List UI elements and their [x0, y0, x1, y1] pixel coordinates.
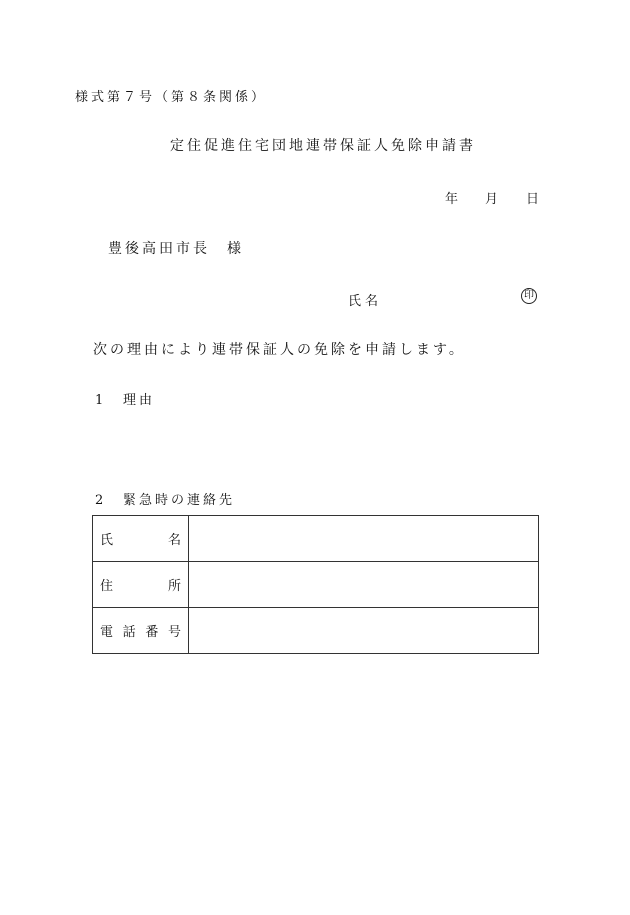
address-value-cell[interactable]	[189, 562, 539, 608]
phone-value-cell[interactable]	[189, 608, 539, 654]
seal-mark-icon: 印	[521, 288, 537, 304]
label-char: 名	[167, 533, 181, 548]
table-row	[93, 608, 539, 654]
label-char: 氏	[100, 533, 114, 548]
intro-text: 次の理由により連帯保証人の免除を申請します。	[93, 342, 466, 358]
label-char: 話	[122, 625, 136, 640]
table-row	[93, 516, 539, 562]
section-title: 理由	[123, 393, 156, 408]
address-label-cell	[93, 562, 189, 608]
form-number: 様式第７号（第８条関係）	[75, 90, 268, 105]
phone-label-cell	[93, 608, 189, 654]
section-number: 1	[95, 393, 107, 408]
name-label-cell	[93, 516, 189, 562]
date-month-label: 月	[485, 192, 499, 207]
table-row	[93, 562, 539, 608]
date-year-label: 年	[445, 192, 459, 207]
label-char: 電	[100, 625, 114, 640]
label-char: 号	[167, 625, 181, 640]
document-title: 定住促進住宅団地連帯保証人免除申請書	[170, 138, 476, 154]
section-title: 緊急時の連絡先	[123, 493, 236, 508]
section-reason	[95, 389, 155, 408]
name-value-cell[interactable]	[189, 516, 539, 562]
date-day-label: 日	[526, 192, 540, 207]
label-char: 番	[145, 625, 159, 640]
section-number: 2	[95, 493, 107, 508]
addressee: 豊後高田市長 様	[108, 241, 244, 257]
section-emergency-contact	[95, 489, 235, 508]
emergency-contact-table	[92, 515, 539, 654]
label-char: 所	[167, 579, 181, 594]
applicant-name-label: 氏名	[348, 294, 383, 309]
label-char: 住	[100, 579, 114, 594]
